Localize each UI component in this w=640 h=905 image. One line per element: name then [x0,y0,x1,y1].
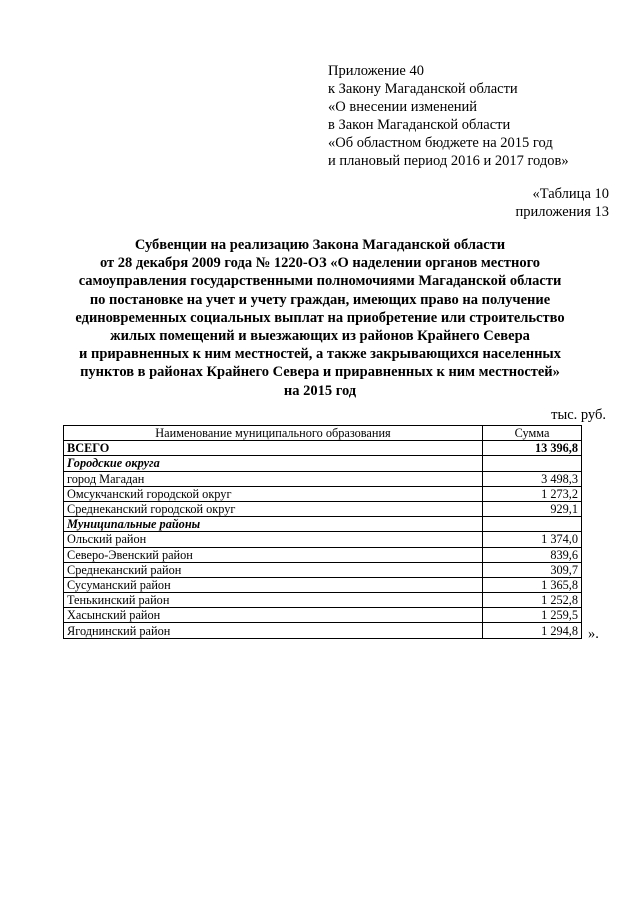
municipality-amount: 1 259,5 [483,608,582,623]
title-line: и приравненных к ним местностей, а также закрывающихся населенных [78,346,561,363]
municipality-amount: 929,1 [483,501,582,516]
currency-unit: тыс. руб. [551,407,606,423]
document-title [40,236,600,400]
subsidies-table [63,425,582,639]
appendix-line: Приложение 40 [328,63,424,79]
table-row [64,608,582,623]
table-reference-line: приложения 13 [515,204,609,220]
appendix-line: к Закону Магаданской области [328,81,518,97]
table-row [64,623,582,638]
table-row [64,547,582,562]
title-line: по постановке на учет и учету граждан, имеющих право на получение [89,291,551,308]
table-row [64,471,582,486]
column-header-amount: Сумма [483,426,582,441]
table-row [64,577,582,592]
title-line: Субвенции на реализацию Закона Магаданской области [134,237,506,253]
appendix-line: «Об областном бюджете на 2015 год [328,135,553,151]
municipality-amount: 1 374,0 [483,532,582,547]
table-reference [516,185,609,221]
municipality-amount: 3 498,3 [483,471,582,486]
title-line: жилых помещений и выезжающих из районов Крайнего Севера [110,328,530,345]
group-label: Муниципальные районы [64,517,483,532]
appendix-line: «О внесении изменений [328,99,478,115]
municipality-amount: 1 294,8 [483,623,582,638]
municipality-name: город Магадан [64,471,483,486]
municipality-amount: 1 273,2 [483,486,582,501]
group-amount-empty [483,517,582,532]
municipality-name: Среднеканский городской округ [64,501,483,516]
appendix-line: и плановый период 2016 и 2017 годов» [328,153,569,169]
municipality-name: Ягоднинский район [64,623,483,638]
municipality-name: Ольский район [64,532,483,547]
group-label: Городские округа [64,456,483,471]
group-amount-empty [483,456,582,471]
group-row [64,456,582,471]
table-row [64,501,582,516]
total-label: ВСЕГО [64,441,483,456]
table-row [64,532,582,547]
municipality-amount: 1 252,8 [483,593,582,608]
title-line: от 28 декабря 2009 года № 1220-ОЗ «О наделении органов местного [99,255,541,272]
municipality-name: Северо-Эвенский район [64,547,483,562]
municipality-name: Тенькинский район [64,593,483,608]
appendix-line: в Закон Магаданской области [328,117,511,133]
closing-quote-mark: ». [588,626,599,642]
table-row [64,593,582,608]
table-reference-line: «Таблица 10 [532,186,609,202]
municipality-name: Омсукчанский городской округ [64,486,483,501]
column-header-name: Наименование муниципального образования [64,426,483,441]
title-line: единовременных социальных выплат на приобретение или строительство [75,309,565,326]
group-row [64,517,582,532]
total-amount: 13 396,8 [483,441,582,456]
municipality-amount: 1 365,8 [483,577,582,592]
title-line: самоуправления государственными полномочиями Магаданской области [78,273,562,290]
municipality-amount: 839,6 [483,547,582,562]
municipality-amount: 309,7 [483,562,582,577]
total-row [64,441,582,456]
municipality-name: Сусуманский район [64,577,483,592]
municipality-name: Среднеканский район [64,562,483,577]
table-row [64,486,582,501]
title-line: на 2015 год [283,382,357,399]
title-line: пунктов в районах Крайнего Севера и приравненных к ним местностей» [80,364,560,381]
municipality-name: Хасынский район [64,608,483,623]
table-row [64,562,582,577]
appendix-header [328,62,569,170]
table-header-row [64,426,582,441]
